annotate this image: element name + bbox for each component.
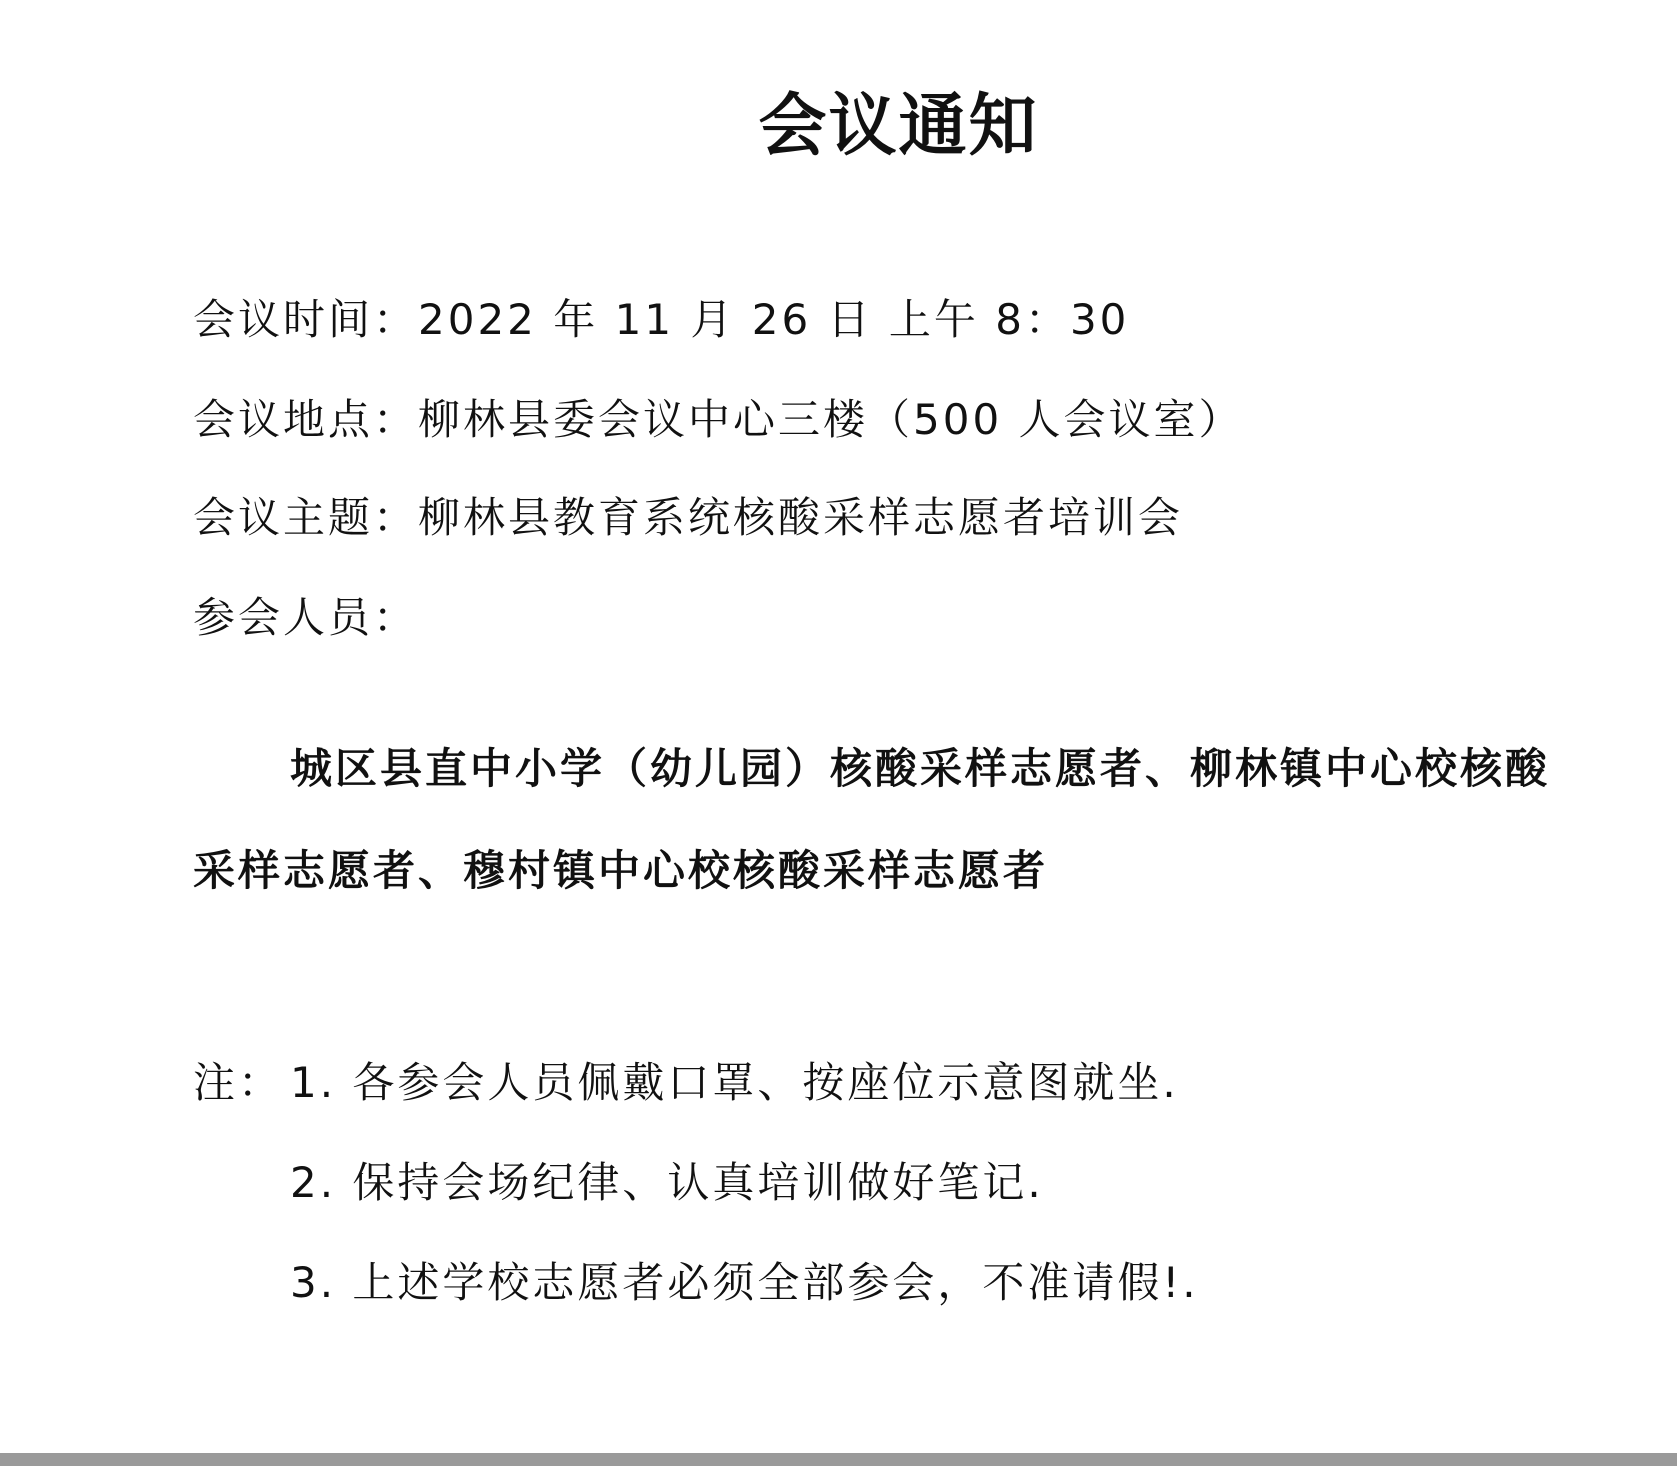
bottom-border [0, 1453, 1677, 1466]
meeting-time-label: 会议时间： [193, 295, 419, 344]
attendees-text-line-1: 城区县直中小学（幼儿园）核酸采样志愿者、柳林镇中心校核酸 [290, 744, 1551, 793]
meeting-topic-label: 会议主题： [193, 493, 419, 542]
meeting-time-line [193, 292, 1129, 348]
attendees-label: 参会人员： [193, 593, 419, 642]
attendees-label-line [193, 590, 418, 646]
note-item-1: 1. 各参会人员佩戴口罩、按座位示意图就坐. [290, 1058, 1179, 1107]
meeting-location-label: 会议地点： [193, 395, 419, 444]
meeting-time-value: 2022 年 11 月 26 日 上午 8：30 [418, 295, 1130, 344]
note-item-3: 3. 上述学校志愿者必须全部参会，不准请假!. [290, 1258, 1199, 1307]
meeting-location-value: 柳林县委会议中心三楼（500 人会议室） [418, 395, 1244, 444]
notice-title: 会议通知 [758, 86, 1039, 166]
meeting-location-line [193, 392, 1244, 448]
meeting-topic-value: 柳林县教育系统核酸采样志愿者培训会 [418, 493, 1184, 542]
attendees-text-line-2: 采样志愿者、穆村镇中心校核酸采样志愿者 [193, 846, 1049, 895]
meeting-topic-line [193, 490, 1183, 546]
notes-label: 注： [193, 1058, 284, 1107]
note-item-2: 2. 保持会场纪律、认真培训做好笔记. [290, 1158, 1044, 1207]
